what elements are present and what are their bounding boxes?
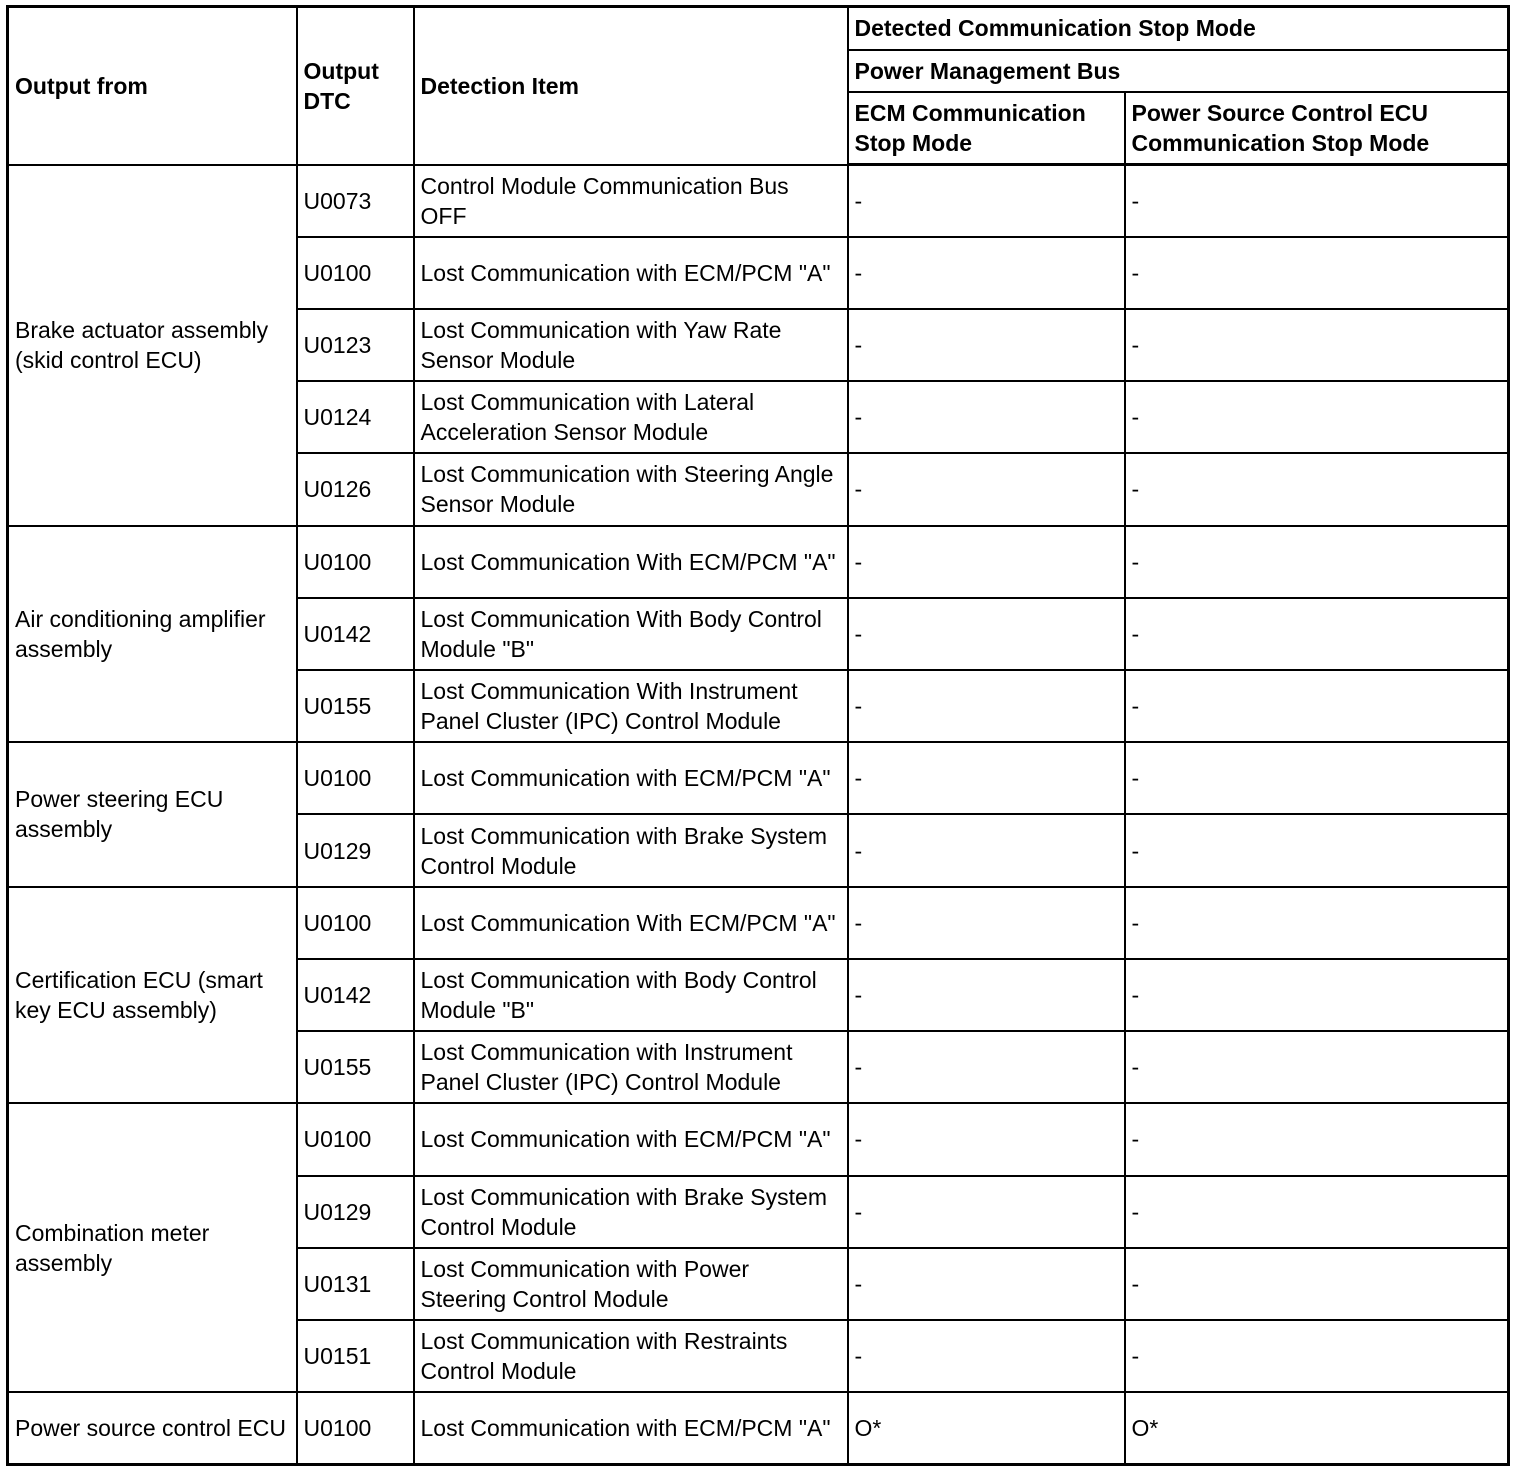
psc-mode-cell: - (1125, 1248, 1509, 1320)
header-power-management-bus: Power Management Bus (848, 50, 1509, 92)
psc-mode-cell: - (1125, 453, 1509, 525)
psc-mode-cell: - (1125, 959, 1509, 1031)
detection-item-cell: Lost Communication with Body Control Module "B" (414, 959, 848, 1031)
dtc-code-cell: U0126 (297, 453, 414, 525)
ecm-mode-cell: - (848, 742, 1125, 814)
psc-mode-cell: - (1125, 526, 1509, 598)
ecm-mode-cell: - (848, 1248, 1125, 1320)
detection-item-cell: Lost Communication With Instrument Panel Cluster (IPC) Control Module (414, 670, 848, 742)
ecm-mode-cell: - (848, 453, 1125, 525)
ecm-mode-cell: - (848, 381, 1125, 453)
dtc-code-cell: U0142 (297, 959, 414, 1031)
table-row (8, 1103, 1509, 1175)
output-from-cell: Combination meter assembly (8, 1103, 297, 1392)
detection-item-cell: Lost Communication with Steering Angle Sensor Module (414, 453, 848, 525)
dtc-code-cell: U0124 (297, 381, 414, 453)
table-body (8, 165, 1509, 1465)
header-detection-item: Detection Item (414, 7, 848, 165)
detection-item-cell: Lost Communication with Brake System Control Module (414, 1176, 848, 1248)
ecm-mode-cell: - (848, 309, 1125, 381)
dtc-code-cell: U0129 (297, 814, 414, 886)
psc-mode-cell: - (1125, 1103, 1509, 1175)
header-psc-mode: Power Source Control ECU Communication Stop Mode (1125, 92, 1509, 165)
table-header (8, 7, 1509, 165)
dtc-code-cell: U0155 (297, 670, 414, 742)
detection-item-cell: Lost Communication with ECM/PCM "A" (414, 1103, 848, 1175)
dtc-code-cell: U0100 (297, 526, 414, 598)
psc-mode-cell: - (1125, 381, 1509, 453)
detection-item-cell: Lost Communication With ECM/PCM "A" (414, 526, 848, 598)
output-from-cell: Power steering ECU assembly (8, 742, 297, 886)
dtc-code-cell: U0142 (297, 598, 414, 670)
detection-item-cell: Lost Communication with Instrument Panel Cluster (IPC) Control Module (414, 1031, 848, 1103)
psc-mode-cell: - (1125, 1176, 1509, 1248)
table-row (8, 1392, 1509, 1464)
header-output-from: Output from (8, 7, 297, 165)
ecm-mode-cell: - (848, 1320, 1125, 1392)
ecm-mode-cell: - (848, 1176, 1125, 1248)
dtc-code-cell: U0123 (297, 309, 414, 381)
output-from-cell: Air conditioning amplifier assembly (8, 526, 297, 743)
psc-mode-cell: - (1125, 1031, 1509, 1103)
output-from-cell: Brake actuator assembly (skid control ECU) (8, 165, 297, 526)
detection-item-cell: Lost Communication with Lateral Acceleration Sensor Module (414, 381, 848, 453)
psc-mode-cell: - (1125, 742, 1509, 814)
psc-mode-cell: - (1125, 237, 1509, 309)
psc-mode-cell: - (1125, 1320, 1509, 1392)
psc-mode-cell: - (1125, 670, 1509, 742)
dtc-code-cell: U0155 (297, 1031, 414, 1103)
ecm-mode-cell: - (848, 1031, 1125, 1103)
ecm-mode-cell: - (848, 526, 1125, 598)
psc-mode-cell: - (1125, 814, 1509, 886)
ecm-mode-cell: - (848, 887, 1125, 959)
ecm-mode-cell: - (848, 1103, 1125, 1175)
dtc-code-cell: U0129 (297, 1176, 414, 1248)
psc-mode-cell: - (1125, 165, 1509, 237)
table-row (8, 742, 1509, 814)
ecm-mode-cell: - (848, 814, 1125, 886)
detection-item-cell: Lost Communication with Brake System Control Module (414, 814, 848, 886)
detection-item-cell: Lost Communication with ECM/PCM "A" (414, 237, 848, 309)
psc-mode-cell: - (1125, 309, 1509, 381)
detection-item-cell: Lost Communication with ECM/PCM "A" (414, 1392, 848, 1464)
ecm-mode-cell: O* (848, 1392, 1125, 1464)
header-ecm-mode: ECM Communication Stop Mode (848, 92, 1125, 165)
ecm-mode-cell: - (848, 237, 1125, 309)
detection-item-cell: Control Module Communication Bus OFF (414, 165, 848, 237)
dtc-code-cell: U0100 (297, 1392, 414, 1464)
output-from-cell: Power source control ECU (8, 1392, 297, 1464)
detection-item-cell: Lost Communication with Yaw Rate Sensor Module (414, 309, 848, 381)
dtc-code-cell: U0100 (297, 1103, 414, 1175)
detection-item-cell: Lost Communication with ECM/PCM "A" (414, 742, 848, 814)
dtc-code-cell: U0100 (297, 742, 414, 814)
dtc-code-cell: U0100 (297, 237, 414, 309)
psc-mode-cell: O* (1125, 1392, 1509, 1464)
dtc-code-cell: U0100 (297, 887, 414, 959)
table-row (8, 526, 1509, 598)
table-row (8, 165, 1509, 237)
output-from-cell: Certification ECU (smart key ECU assembly) (8, 887, 297, 1104)
ecm-mode-cell: - (848, 670, 1125, 742)
detection-item-cell: Lost Communication With Body Control Module "B" (414, 598, 848, 670)
psc-mode-cell: - (1125, 598, 1509, 670)
dtc-code-cell: U0131 (297, 1248, 414, 1320)
dtc-table (6, 5, 1510, 1466)
ecm-mode-cell: - (848, 598, 1125, 670)
ecm-mode-cell: - (848, 165, 1125, 237)
psc-mode-cell: - (1125, 887, 1509, 959)
table-row (8, 887, 1509, 959)
dtc-code-cell: U0151 (297, 1320, 414, 1392)
detection-item-cell: Lost Communication with Restraints Control Module (414, 1320, 848, 1392)
header-output-dtc: Output DTC (297, 7, 414, 165)
header-detected-mode: Detected Communication Stop Mode (848, 7, 1509, 50)
detection-item-cell: Lost Communication with Power Steering Control Module (414, 1248, 848, 1320)
ecm-mode-cell: - (848, 959, 1125, 1031)
detection-item-cell: Lost Communication With ECM/PCM "A" (414, 887, 848, 959)
dtc-code-cell: U0073 (297, 165, 414, 237)
